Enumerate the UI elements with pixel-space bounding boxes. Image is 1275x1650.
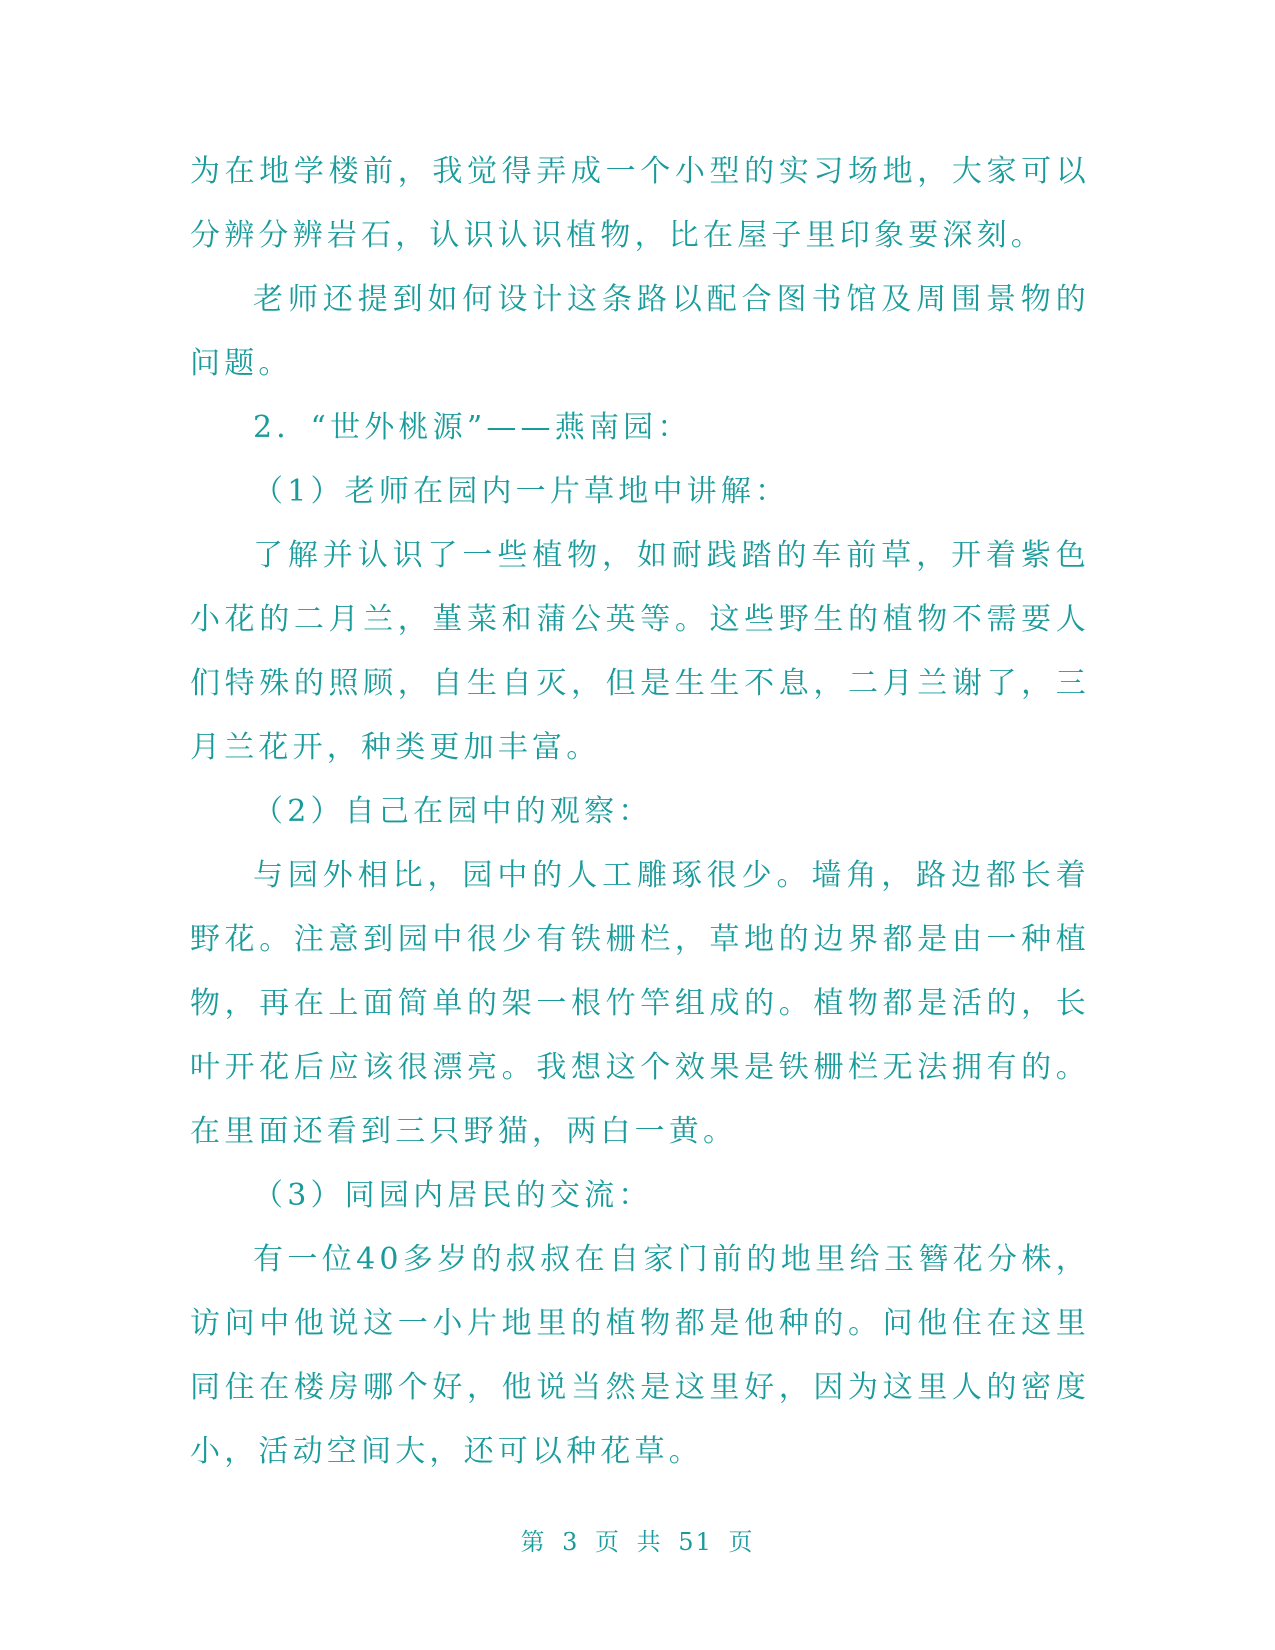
paragraph-continuation: 为在地学楼前，我觉得弄成一个小型的实习场地，大家可以分辨分辨岩石，认识认识植物，比在屋子里印象要深刻。 xyxy=(190,154,1090,253)
subheading-resident-exchange: （3）同园内居民的交流： xyxy=(253,1178,653,1213)
subheading-own-observation: （2）自己在园中的观察： xyxy=(253,794,653,829)
document-body xyxy=(190,140,1090,1484)
paragraph-resident: 有一位40多岁的叔叔在自家门前的地里给玉簪花分株，访问中他说这一小片地里的植物都是他种的。问他住在这里同住在楼房哪个好，他说当然是这里好，因为这里人的密度小，活动空间大，还可以种花草。 xyxy=(190,1242,1090,1469)
page-number-footer: 第 3 页 共 51 页 xyxy=(520,1528,755,1556)
subheading-teacher-lecture: （1）老师在园内一片草地中讲解： xyxy=(253,474,790,509)
paragraph-plants: 了解并认识了一些植物，如耐践踏的车前草，开着紫色小花的二月兰，堇菜和蒲公英等。这些野生的植物不需要人们特殊的照顾，自生自灭，但是生生不息，二月兰谢了，三月兰花开，种类更加丰富。 xyxy=(190,538,1090,765)
paragraph-library-road: 老师还提到如何设计这条路以配合图书馆及周围景物的问题。 xyxy=(190,282,1090,381)
paragraph-observation: 与园外相比，园中的人工雕琢很少。墙角，路边都长着野花。注意到园中很少有铁栅栏，草地的边界都是由一种植物，再在上面简单的架一根竹竿组成的。植物都是活的，长叶开花后应该很漂亮。我想这个效果是铁栅栏无法拥有的。在里面还看到三只野猫，两白一黄。 xyxy=(190,858,1090,1149)
section-heading-yannan-garden: 2．“世外桃源”——燕南园： xyxy=(253,410,692,445)
